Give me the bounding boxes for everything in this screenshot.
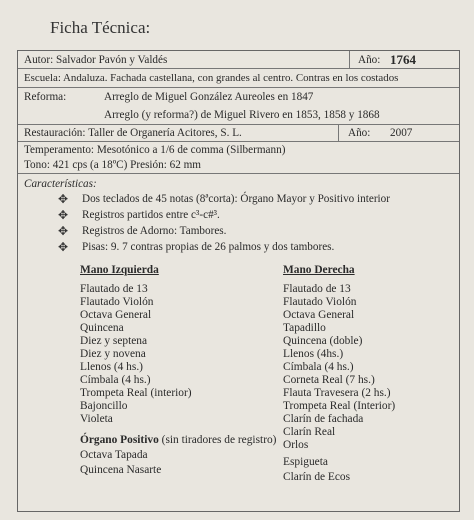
- organo-positivo-heading: [80, 434, 276, 446]
- list-item: Violeta: [80, 413, 113, 425]
- bullet-icon: ✥: [58, 208, 69, 222]
- restauracion-year: 2007: [390, 127, 413, 139]
- list-item: Bajoncillo: [80, 400, 128, 412]
- row-temperamento: [18, 142, 459, 174]
- list-item: Quincena (doble): [283, 335, 363, 347]
- list-item: Quincena Nasarte: [80, 464, 162, 476]
- list-item: Címbala (4 hs.): [283, 361, 354, 373]
- list-item: Orlos: [283, 439, 309, 451]
- row-autor: [18, 51, 459, 69]
- list-item: Diez y septena: [80, 335, 148, 347]
- page-heading: Ficha Técnica:: [50, 18, 151, 37]
- list-item: Trompeta Real (Interior): [283, 400, 396, 412]
- tono-text: Tono: 421 cps (a 18ºC) Presión: 62 mm: [24, 159, 202, 171]
- list-item: Corneta Real (7 hs.): [283, 374, 375, 386]
- autor-year: 1764: [390, 52, 416, 67]
- list-item: Trompeta Real (interior): [80, 387, 192, 399]
- mano-derecha-title: Mano Derecha: [283, 264, 355, 276]
- restauracion-year-label: Año:: [348, 127, 371, 139]
- mano-izquierda-title: Mano Izquierda: [80, 264, 159, 276]
- technical-sheet: Autor: Salvador Pavón y Valdés Año: 1764 Escuela: Andaluza. Fachada castellana, con grandes al centro. Contras en los costados Reforma: Arreglo de Miguel González Aureoles en 1847 Arreglo (y reforma?) de Miguel Rivero en 1853, 1858 y 1868 Restauración: Taller de Organería Acitores, S. L. Año: 2007 Temperamento: Mesotónico a 1/6 de comma (Silbermann) Tono: 421 cps (a 18ºC) Presión: 62 mm Características: ✥ Dos teclados de 45 notas (8ªcorta): Órgano Mayor y Positivo interior ✥ Registros partidos entre c³-c#³. ✥ Registros de Adorno: Tambores. ✥ Pisas: 9. 7 contras propias de 26 palmos y dos tambores. Mano Izquierda Flautado de 13 Flautado Violón Octava General Quincena Diez y septena Diez y novena Llenos (4 hs.) Címbala (4 hs.) Trompeta Real (interior) Bajoncillo Violeta Órgano Positivo (sin tiradores de registro) Octava Tapada Quincena Nasarte Mano Derecha Flautado de 13 Flautado Violón Octava General Tapadillo Quincena (doble) Llenos (4hs.) Címbala (4 hs.) Corneta Real (7 hs.) Flauta Travesera (2 hs.) Trompeta Real (Interior) Clarín de fachada Clarín Real Orlos Espigueta Clarín de Ecos: [17, 50, 460, 512]
- divider: [349, 51, 350, 68]
- reforma-line1: Arreglo de Miguel González Aureoles en 1847: [104, 91, 314, 103]
- list-item: Flautado Violón: [283, 296, 357, 308]
- list-item: Clarín de fachada: [283, 413, 364, 425]
- divider: [338, 125, 339, 141]
- list-item: Diez y novena: [80, 348, 146, 360]
- list-item: Clarín Real: [283, 426, 336, 438]
- list-item: Flautado de 13: [80, 283, 148, 295]
- list-item: Tapadillo: [283, 322, 326, 334]
- caracteristicas-title: Características:: [24, 178, 97, 190]
- list-item: Llenos (4hs.): [283, 348, 344, 360]
- list-item: Flauta Travesera (2 hs.): [283, 387, 391, 399]
- list-item: Clarín de Ecos: [283, 471, 351, 483]
- restauracion-text: Restauración: Taller de Organería Acitores, S. L.: [24, 127, 242, 139]
- autor-year-label: Año:: [358, 54, 381, 66]
- row-reforma: [18, 88, 459, 125]
- bullet-icon: ✥: [58, 240, 69, 254]
- list-item: Octava General: [80, 309, 152, 321]
- organo-positivo-note: (sin tiradores de registro): [161, 434, 277, 446]
- list-item: Octava Tapada: [80, 449, 148, 461]
- list-item: Octava General: [283, 309, 355, 321]
- bullet-icon: ✥: [58, 192, 69, 206]
- escuela-text: Escuela: Andaluza. Fachada castellana, con grandes al centro. Contras en los costados: [24, 72, 399, 84]
- temperamento-text: Temperamento: Mesotónico a 1/6 de comma (Silbermann): [24, 144, 286, 156]
- row-restauracion: [18, 125, 459, 142]
- bullet-icon: ✥: [58, 224, 69, 238]
- organo-positivo-title: Órgano Positivo: [80, 434, 159, 446]
- list-item: Quincena: [80, 322, 124, 334]
- list-item: Címbala (4 hs.): [80, 374, 151, 386]
- list-item: Flautado de 13: [283, 283, 351, 295]
- reforma-label: Reforma:: [24, 91, 67, 103]
- reforma-line2: Arreglo (y reforma?) de Miguel Rivero en 1853, 1858 y 1868: [104, 109, 380, 121]
- row-escuela: [18, 69, 459, 88]
- list-item: Espigueta: [283, 456, 328, 468]
- list-item: Llenos (4 hs.): [80, 361, 143, 373]
- autor-text: Autor: Salvador Pavón y Valdés: [24, 54, 168, 66]
- list-item: Flautado Violón: [80, 296, 154, 308]
